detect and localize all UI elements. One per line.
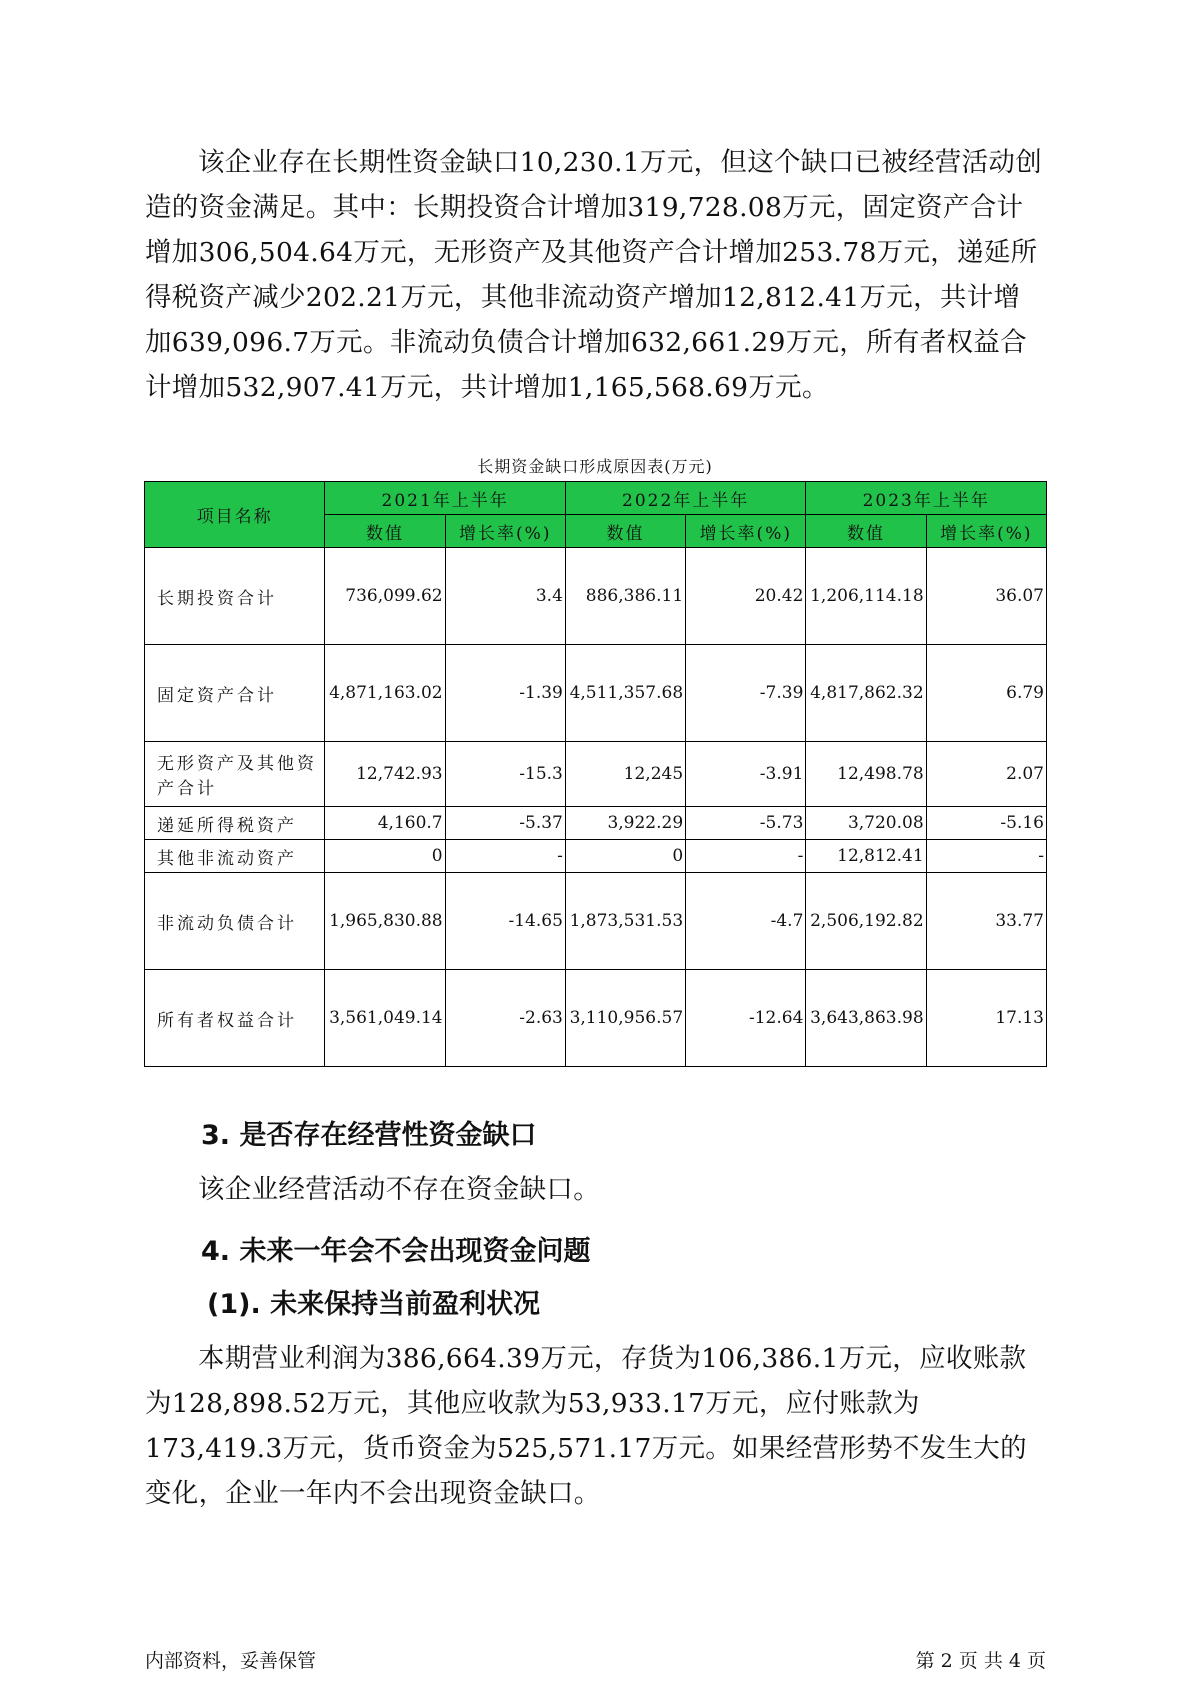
year-header: 2023年上半年 — [806, 482, 1047, 515]
value-header: 数值 — [806, 515, 926, 548]
value-cell: 0 — [565, 840, 685, 873]
section3-heading: 3. 是否存在经营性资金缺口 — [201, 1120, 537, 1151]
value-cell: 4,817,862.32 — [806, 645, 926, 742]
table-row — [145, 970, 1047, 1067]
table-caption: 长期资金缺口形成原因表(万元) — [477, 457, 713, 476]
growth-cell: 20.42 — [686, 548, 806, 645]
value-cell: 3,110,956.57 — [565, 970, 685, 1067]
section4-body-text: 本期营业利润为386,664.39万元，存货为106,386.1万元，应收账款为128,898.52万元，其他应收款为53,933.17万元，应付账款为173,419.3万元，货币资金为525,571.17万元。如果经营形势不发生大的变化，企业一年内不会出现资金缺口。 — [145, 1343, 1027, 1509]
row-label: 其他非流动资产 — [145, 840, 325, 873]
growth-cell: 17.13 — [926, 970, 1046, 1067]
value-cell: 0 — [325, 840, 445, 873]
value-cell: 12,245 — [565, 742, 685, 807]
row-label: 递延所得税资产 — [145, 807, 325, 840]
value-cell: 736,099.62 — [325, 548, 445, 645]
table-row — [145, 742, 1047, 807]
row-label: 无形资产及其他资产合计 — [145, 742, 325, 807]
long-term-capital-gap-table — [144, 481, 1047, 1067]
value-cell: 4,871,163.02 — [325, 645, 445, 742]
year-header: 2021年上半年 — [325, 482, 566, 515]
value-cell: 4,511,357.68 — [565, 645, 685, 742]
year-header: 2022年上半年 — [565, 482, 806, 515]
growth-cell: -15.3 — [445, 742, 565, 807]
growth-cell: - — [445, 840, 565, 873]
value-cell: 886,386.11 — [565, 548, 685, 645]
growth-cell: 3.4 — [445, 548, 565, 645]
value-cell: 12,812.41 — [806, 840, 926, 873]
table-row — [145, 807, 1047, 840]
row-label: 非流动负债合计 — [145, 873, 325, 970]
value-cell: 12,498.78 — [806, 742, 926, 807]
growth-cell: 2.07 — [926, 742, 1046, 807]
value-cell: 1,206,114.18 — [806, 548, 926, 645]
growth-cell: -1.39 — [445, 645, 565, 742]
growth-rate-header: 增长率(%) — [926, 515, 1046, 548]
footer-page-number: 第 2 页 共 4 页 — [915, 1650, 1046, 1672]
growth-rate-header: 增长率(%) — [445, 515, 565, 548]
growth-cell: 6.79 — [926, 645, 1046, 742]
item-name-header: 项目名称 — [145, 482, 325, 548]
growth-cell: -5.73 — [686, 807, 806, 840]
growth-cell: -5.16 — [926, 807, 1046, 840]
table-row — [145, 873, 1047, 970]
value-cell: 3,561,049.14 — [325, 970, 445, 1067]
growth-cell: -12.64 — [686, 970, 806, 1067]
section4-heading: 4. 未来一年会不会出现资金问题 — [201, 1236, 591, 1267]
section3-body-text: 该企业经营活动不存在资金缺口。 — [198, 1174, 600, 1205]
value-cell: 1,965,830.88 — [325, 873, 445, 970]
value-cell: 4,160.7 — [325, 807, 445, 840]
growth-cell: - — [926, 840, 1046, 873]
growth-cell: -5.37 — [445, 807, 565, 840]
value-cell: 1,873,531.53 — [565, 873, 685, 970]
footer-confidential-note: 内部资料，妥善保管 — [145, 1650, 317, 1672]
table-row — [145, 645, 1047, 742]
value-cell: 3,720.08 — [806, 807, 926, 840]
value-cell: 2,506,192.82 — [806, 873, 926, 970]
growth-cell: -3.91 — [686, 742, 806, 807]
intro-paragraph — [145, 140, 1045, 410]
growth-cell: 33.77 — [926, 873, 1046, 970]
value-cell: 3,643,863.98 — [806, 970, 926, 1067]
table-row — [145, 840, 1047, 873]
section4-subheading: (1). 未来保持当前盈利状况 — [207, 1289, 541, 1320]
section3-body — [145, 1167, 1045, 1212]
growth-cell: -2.63 — [445, 970, 565, 1067]
section4-body — [145, 1336, 1045, 1516]
row-label: 固定资产合计 — [145, 645, 325, 742]
value-header: 数值 — [565, 515, 685, 548]
growth-cell: -14.65 — [445, 873, 565, 970]
table-row — [145, 548, 1047, 645]
intro-paragraph-text: 该企业存在长期性资金缺口10,230.1万元，但这个缺口已被经营活动创造的资金满足。其中：长期投资合计增加319,728.08万元，固定资产合计增加306,504.64万元，无形资产及其他资产合计增加253.78万元，递延所得税资产减少202.21万元，其他非流动资产增加12,812.41万元，共计增加639,096.7万元。非流动负债合计增加632,661.29万元，所有者权益合计增加532,907.41万元，共计增加1,165,568.69万元。 — [145, 147, 1043, 403]
row-label: 长期投资合计 — [145, 548, 325, 645]
row-label: 所有者权益合计 — [145, 970, 325, 1067]
growth-cell: -7.39 — [686, 645, 806, 742]
growth-cell: - — [686, 840, 806, 873]
growth-cell: -4.7 — [686, 873, 806, 970]
growth-cell: 36.07 — [926, 548, 1046, 645]
value-cell: 3,922.29 — [565, 807, 685, 840]
growth-rate-header: 增长率(%) — [686, 515, 806, 548]
value-header: 数值 — [325, 515, 445, 548]
value-cell: 12,742.93 — [325, 742, 445, 807]
